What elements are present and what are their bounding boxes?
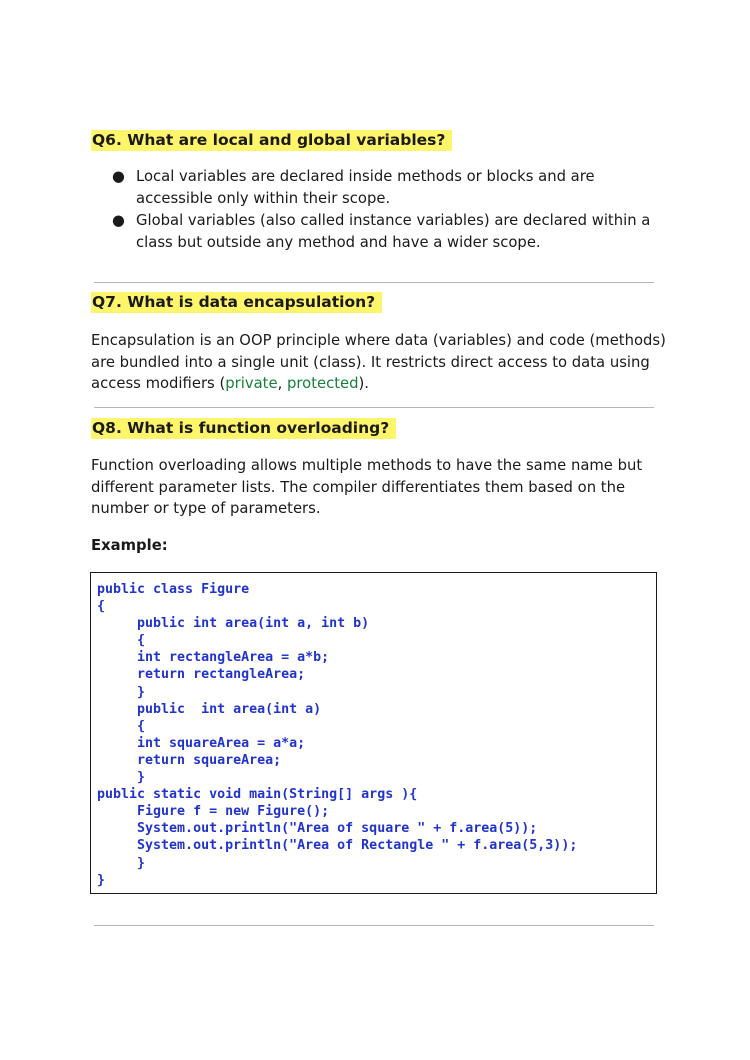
- q7-title: Q7. What is data encapsulation?: [91, 292, 382, 313]
- code-line: {: [97, 599, 106, 615]
- code-line: }: [97, 855, 146, 871]
- code-line: return squareArea;: [97, 752, 282, 768]
- code-line: public class Figure: [97, 582, 250, 597]
- code-line: int rectangleArea = a*b;: [97, 650, 330, 666]
- q8-title: Q8. What is function overloading?: [91, 418, 396, 439]
- list-item: [112, 210, 652, 254]
- q6-bullet-list: [112, 166, 652, 254]
- code-line: int squareArea = a*a;: [97, 735, 306, 751]
- code-block: [90, 572, 657, 894]
- q6-bullet-global: Global variables (also called instance variables) are declared within a class but outside any method and have a wider scope.: [136, 212, 651, 251]
- code-line: public int area(int a): [97, 701, 322, 717]
- q7-paragraph: [91, 330, 666, 395]
- code-line: {: [97, 718, 146, 734]
- code-line: Figure f = new Figure();: [97, 804, 330, 820]
- q6-title: Q6. What are local and global variables?: [91, 130, 452, 151]
- q7-body-before: Encapsulation is an OOP principle where data (variables) and code (methods) are bundled into a single unit (class). It restricts direct access to data using access modifiers (: [91, 332, 666, 392]
- code-line: public static void main(String[] args ){: [97, 787, 418, 803]
- code-line: }: [97, 770, 146, 786]
- bullet-dot-icon: ●: [112, 212, 125, 229]
- code-listing: [97, 581, 577, 889]
- keyword-protected: protected: [286, 375, 359, 392]
- q7-body-after: ).: [358, 375, 370, 392]
- q8-heading: [91, 417, 396, 439]
- code-line: System.out.println("Area of square " + f.area(5));: [97, 821, 538, 837]
- code-line: {: [97, 633, 146, 649]
- q6-heading: [91, 129, 452, 151]
- code-line: }: [97, 684, 146, 700]
- list-item: [112, 166, 652, 210]
- divider: [94, 407, 654, 408]
- q7-heading: [91, 291, 382, 313]
- q6-bullet-local: Local variables are declared inside methods or blocks and are accessible only within their scope.: [136, 168, 595, 207]
- divider: [94, 925, 654, 926]
- keyword-separator: ,: [277, 375, 287, 392]
- code-line: System.out.println("Area of Rectangle " + f.area(5,3));: [97, 838, 578, 854]
- bullet-dot-icon: ●: [112, 168, 125, 185]
- code-line: return rectangleArea;: [97, 667, 306, 683]
- example-label: Example:: [91, 537, 168, 554]
- code-line: public int area(int a, int b): [97, 616, 370, 632]
- code-line: }: [97, 872, 106, 888]
- keyword-private: private: [225, 375, 278, 392]
- q8-paragraph: Function overloading allows multiple methods to have the same name but different parameter lists. The compiler differentiates them based on the number or type of parameters.: [91, 457, 643, 517]
- divider: [94, 282, 654, 283]
